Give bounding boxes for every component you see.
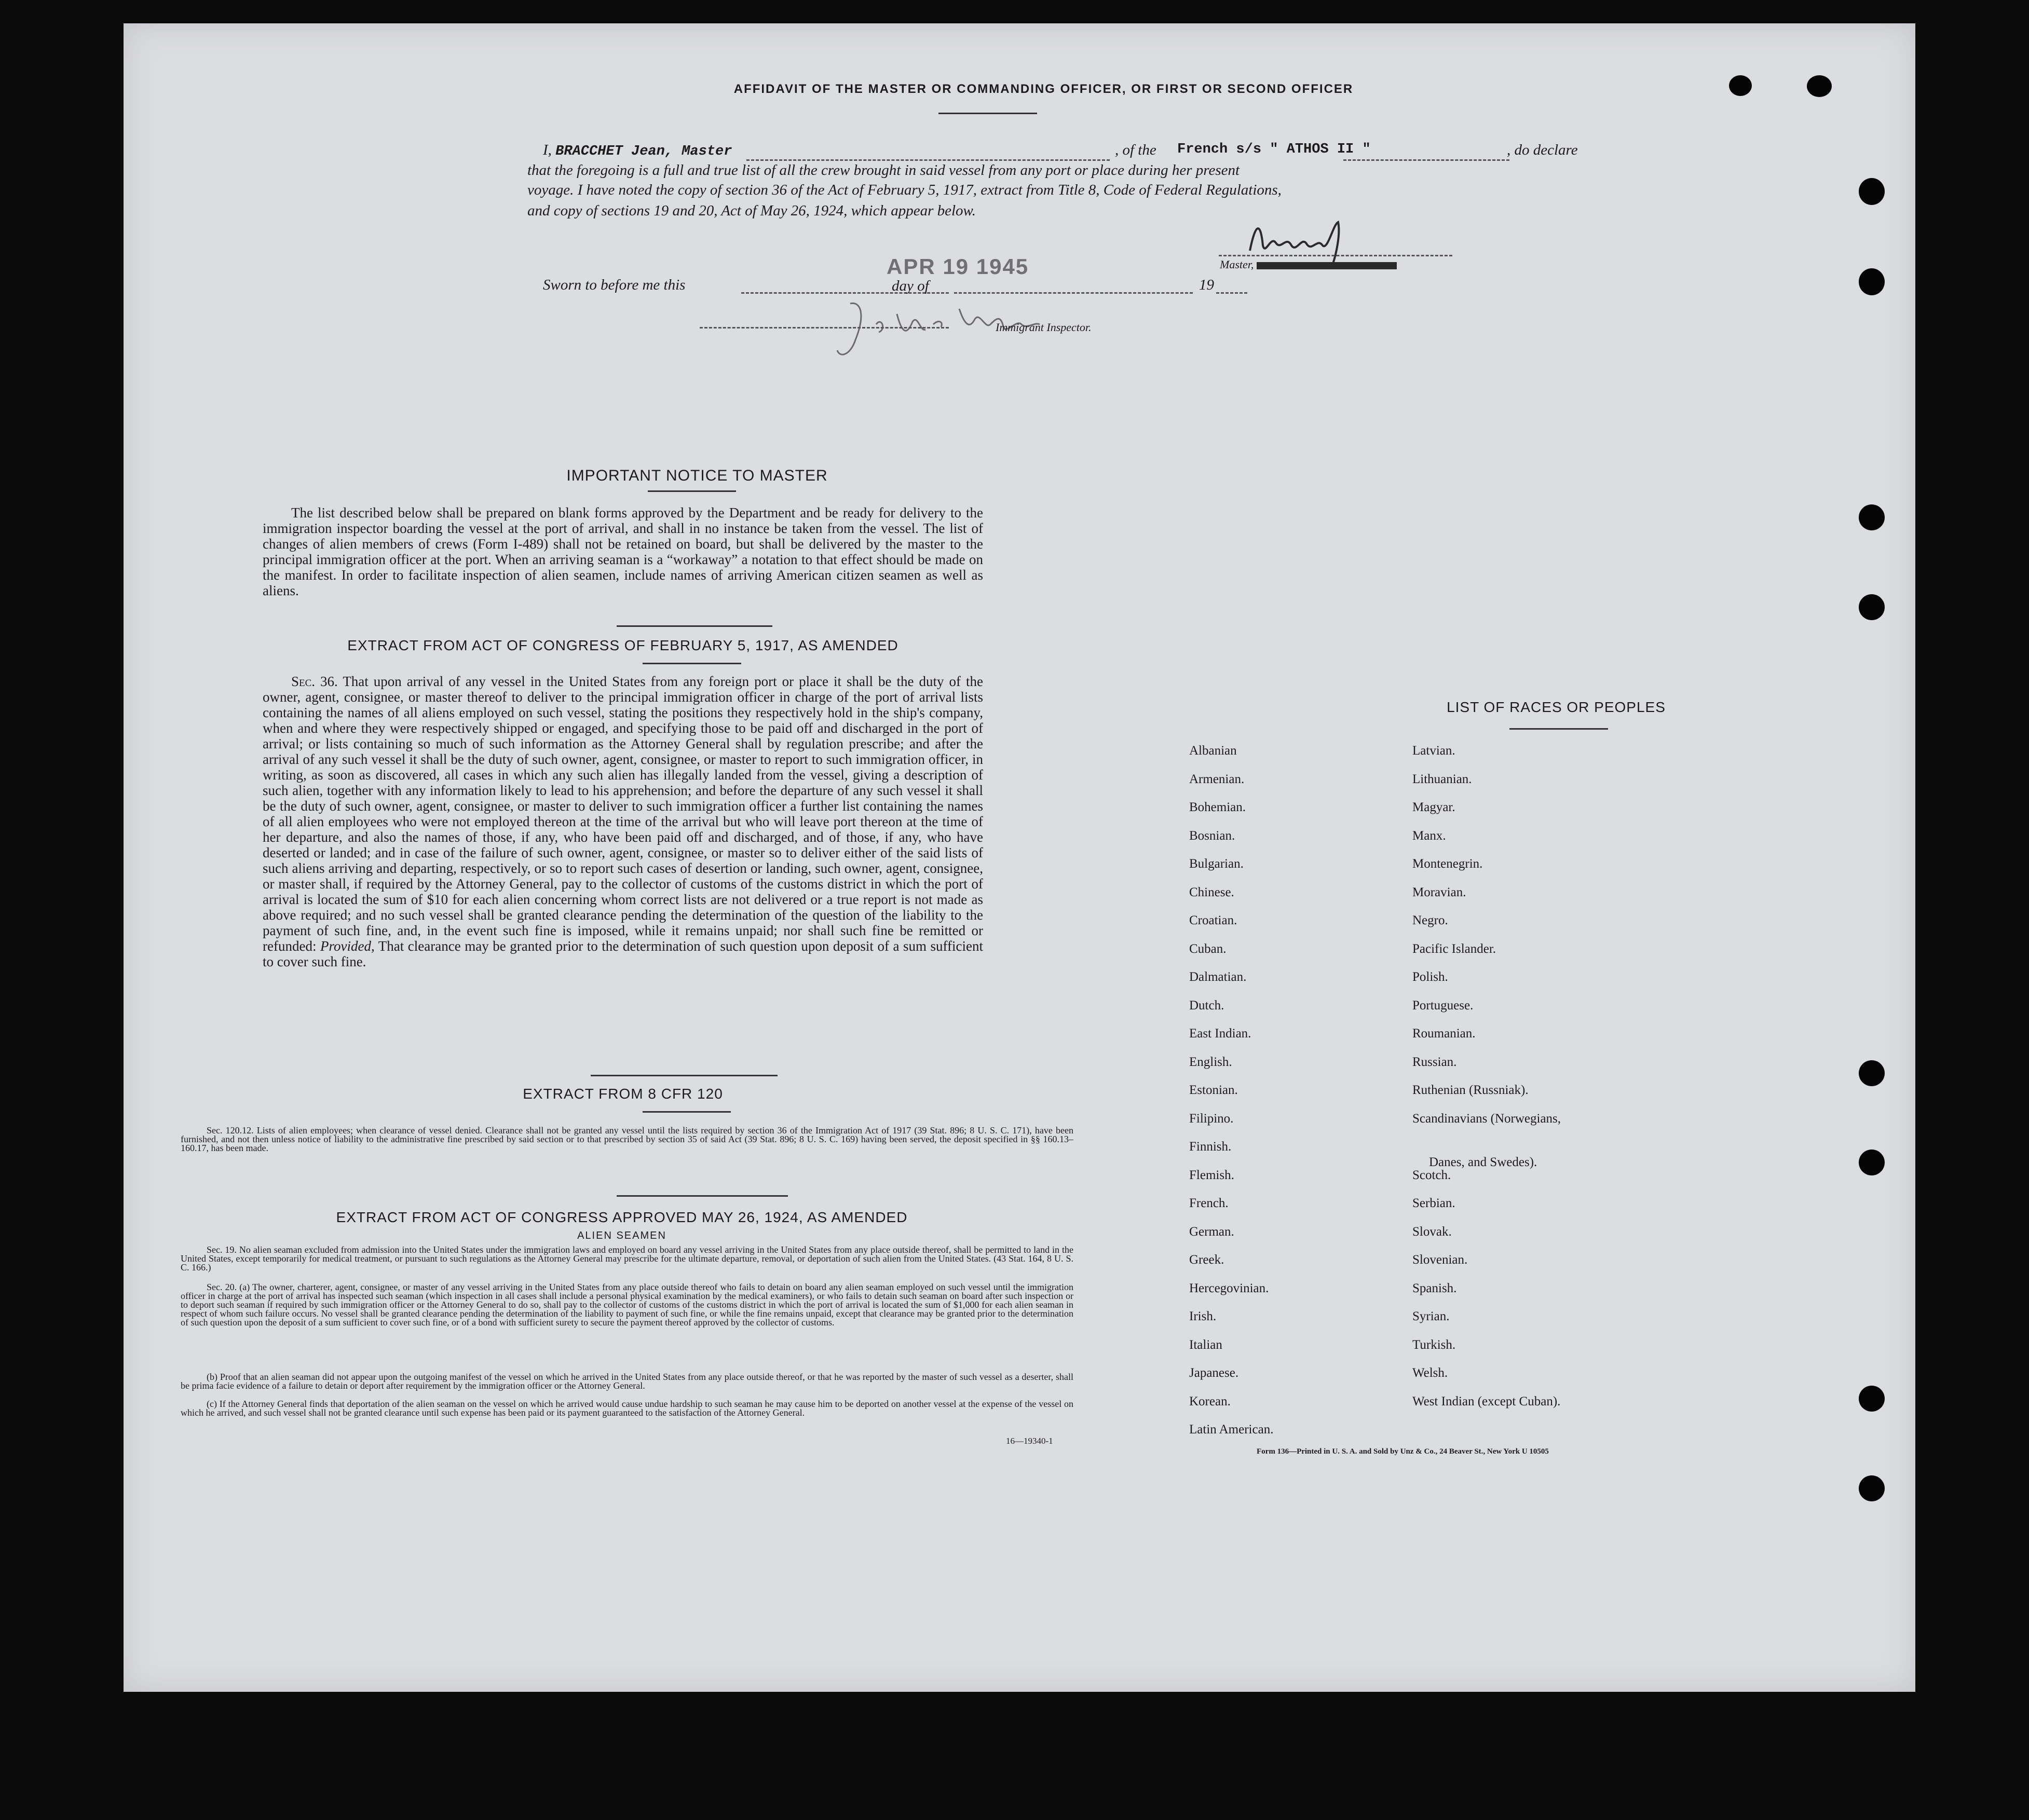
- notice-title: IMPORTANT NOTICE TO MASTER: [566, 467, 828, 484]
- master-name: BRACCHET Jean, Master: [555, 144, 732, 159]
- document-page: [124, 23, 1915, 1692]
- sec-19-text: Sec. 19. No alien seaman excluded from admission into the United States under the immigration laws and employed on board any vessel arriving in the United States from any place outside thereof, shall be permitted to land in the United States, except temporarily for medical treatment, or pursuant to such regulations as the Attorney General may prescribe for the ultimate departure, removal, or deportation of such alien from the United States. (43 Stat. 164, 8 U. S. C. 166.): [181, 1244, 1073, 1272]
- race-item: Bohemian.: [1189, 800, 1246, 814]
- race-item: Slovenian.: [1412, 1253, 1468, 1267]
- date-stamp: APR 19 1945: [887, 254, 1029, 279]
- do-declare-text: , do declare: [1507, 142, 1578, 158]
- sec-36-label: Sec. 36.: [291, 674, 338, 689]
- race-item: English.: [1189, 1055, 1232, 1069]
- race-item: Hercegovinian.: [1189, 1281, 1269, 1295]
- sec-36-text: That upon arrival of any vessel in the United States from any foreign port or place it shall be the duty of the owner, agent, consignee, or master thereof to deliver to the principal immigration officer in charge of the port of arrival lists containing the names of all aliens employed on such vessel, stating the positions they respectively hold in the ship's company, when and where they were respectively shipped or engaged, and specifying those to be paid off and discharged in the port of arrival; or lists containing so much of such information as the Attorney General shall by regulation prescribe; and after the arrival of any such vessel it shall be the duty of such owner, agent, consignee, or master to report to such immigration officer, in writing, as soon as discovered, all cases in which any such alien has illegally landed from the vessel, giving a description of such alien, together with any information likely to lead to his apprehension; and before the departure of any such vessel it shall be the duty of such owner, agent, consignee, or master to deliver to such immigration officer a further list containing the names of all alien employees who were not employed thereon at the time of the arrival but who will leave port thereon at the time of her departure, and also the names of those, if any, who have been paid off and discharged, and of those, if any, who have deserted or landed; and in case of the failure of such owner, agent, consignee, or master so to deliver either of the said lists of such aliens arriving and departing, respectively, or so to report such cases of desertion or landing, such owner, agent, consignee, or master shall, if required by the Attorney General, pay to the collector of customs of the customs district in which the port of arrival is located the sum of $10 for each alien concerning whom correct lists are not delivered or a true report is not made as above required; and no such vessel shall be granted clearance pending the determination of the question of the liability to the payment of such fine, and, in the event such fine is imposed, while it remains unpaid; nor shall such fine be remitted or refunded:: [263, 674, 983, 954]
- race-item: Flemish.: [1189, 1168, 1234, 1182]
- race-item: Irish.: [1189, 1309, 1217, 1323]
- race-item: Pacific Islander.: [1412, 941, 1496, 956]
- races-title: LIST OF RACES OR PEOPLES: [1447, 699, 1666, 715]
- race-item: Finnish.: [1189, 1140, 1232, 1154]
- race-item: Turkish.: [1412, 1337, 1456, 1352]
- race-item: Armenian.: [1189, 772, 1245, 786]
- notice-body: The list described below shall be prepared on blank forms approved by the Department and be ready for delivery to the immigration inspector boarding the vessel at the port of arrival, and shall in no instance be taken from the vessel. The list of changes of alien members of crews (Form I-489) shall not be retained on board, but shall be delivered by the master to the principal immigration officer at the port. When an arriving seaman is a “workaway” a notation to that effect should be made on the manifest. In order to facilitate inspection of alien seamen, include names of arriving American citizen seamen as well as aliens.: [263, 505, 983, 598]
- race-item: Croatian.: [1189, 913, 1237, 927]
- vessel-name: French s/s " ATHOS II ": [1177, 142, 1371, 157]
- race-item: Ruthenian (Russniak).: [1412, 1083, 1529, 1097]
- divider: [591, 1075, 778, 1076]
- vessel-underline: [1343, 159, 1509, 161]
- race-item: Danes, and Swedes).: [1429, 1155, 1537, 1169]
- cfr-body: Sec. 120.12. Lists of alien employees; when clearance of vessel denied. Clearance shall not be granted any vessel until the lists required by section 36 of the Immigration Act of 1917 (39 Stat. 896; 8 U. S. C. 171), have been furnished, and not then unless notice of liability to the administrative fine prescribed by said section or to that prescribed by section 35 of said Act (39 Stat. 896; 8 U. S. C. 169) having been served, the deposit specified in §§ 160.13–160.17, has been made.: [181, 1125, 1073, 1153]
- race-item: Spanish.: [1412, 1281, 1457, 1295]
- punch-hole: [1859, 1060, 1885, 1086]
- race-item: Filipino.: [1189, 1111, 1234, 1126]
- punch-hole: [1859, 1386, 1885, 1412]
- sec-20b-text: (b) Proof that an alien seaman did not appear upon the outgoing manifest of the vessel on which he arrived in the United States from any place outside thereof, or that he was reported by the master of such vessel as a deserter, shall be prima facie evidence of a failure to detain or deport after requirement by the immigration officer or the Attorney General.: [181, 1372, 1073, 1391]
- race-item: Russian.: [1412, 1055, 1457, 1069]
- race-item: German.: [1189, 1224, 1234, 1239]
- punch-hole: [1807, 75, 1832, 97]
- race-item: French.: [1189, 1196, 1229, 1210]
- struck-out-text: [1257, 262, 1397, 269]
- punch-hole: [1859, 178, 1885, 205]
- race-item: Manx.: [1412, 828, 1446, 843]
- extract-1924-subtitle: ALIEN SEAMEN: [577, 1230, 666, 1241]
- race-item: Syrian.: [1412, 1309, 1450, 1323]
- race-item: Korean.: [1189, 1394, 1231, 1408]
- divider: [1509, 728, 1608, 730]
- sec-20c-text: (c) If the Attorney General finds that deportation of the alien seaman on the vessel on which he arrived would cause undue hardship to such seaman he may cause him to be deported on another vessel at the expense of the vessel on which he arrived, and such vessel shall not be granted clearance until such expense has been paid or its payment guaranteed to the satisfaction of the Attorney General.: [181, 1399, 1073, 1418]
- race-item: Greek.: [1189, 1253, 1224, 1267]
- race-item: Magyar.: [1412, 800, 1455, 814]
- race-item: Bulgarian.: [1189, 857, 1244, 871]
- form-code: 16—19340-1: [1006, 1436, 1053, 1446]
- extract-1917-body: [263, 674, 983, 969]
- race-item: Dalmatian.: [1189, 970, 1247, 984]
- race-item: West Indian (except Cuban).: [1412, 1394, 1561, 1408]
- race-item: Latin American.: [1189, 1422, 1274, 1436]
- divider: [617, 1195, 788, 1197]
- divider: [643, 1111, 731, 1113]
- race-item: Scandinavians (Norwegians,: [1412, 1111, 1561, 1126]
- day-of-text: day of: [892, 278, 929, 294]
- affidavit-line2: that the foregoing is a full and true list of all the crew brought in said vessel from any port or place during her present: [527, 162, 1240, 179]
- inspector-caption: Immigrant Inspector.: [996, 321, 1092, 334]
- race-item: Serbian.: [1412, 1196, 1455, 1210]
- divider: [643, 663, 741, 664]
- sworn-prefix: Sworn to before me this: [543, 277, 686, 293]
- race-item: Chinese.: [1189, 885, 1234, 899]
- race-item: Portuguese.: [1412, 998, 1474, 1012]
- master-signature-line: [1219, 255, 1452, 256]
- race-item: Moravian.: [1412, 885, 1466, 899]
- race-item: Japanese.: [1189, 1366, 1239, 1380]
- race-item: Roumanian.: [1412, 1027, 1476, 1041]
- race-item: Scotch.: [1412, 1168, 1451, 1182]
- cfr-title: EXTRACT FROM 8 CFR 120: [523, 1086, 723, 1102]
- punch-hole: [1859, 268, 1885, 295]
- race-item: Montenegrin.: [1412, 857, 1483, 871]
- sworn-year-line: [1216, 292, 1247, 294]
- year-prefix: 19: [1199, 277, 1214, 293]
- sec-36-end: That clearance may be granted prior to the determination of such question upon deposit of a sum sufficient to cover such fine.: [263, 938, 984, 969]
- race-item: Bosnian.: [1189, 828, 1235, 843]
- of-the-text: , of the: [1115, 142, 1156, 158]
- race-item: Negro.: [1412, 913, 1448, 927]
- race-item: Cuban.: [1189, 941, 1227, 956]
- i-prefix: I,: [543, 142, 552, 158]
- race-item: Albanian: [1189, 744, 1237, 758]
- punch-hole: [1729, 75, 1752, 96]
- divider: [617, 625, 772, 627]
- divider: [938, 113, 1037, 114]
- provided-text: Provided,: [320, 938, 375, 954]
- race-item: Latvian.: [1412, 744, 1455, 758]
- form-printer-line: Form 136—Printed in U. S. A. and Sold by Unz & Co., 24 Beaver St., New York U 10505: [1257, 1447, 1549, 1456]
- extract-1917-title: EXTRACT FROM ACT OF CONGRESS OF FEBRUARY 5, 1917, AS AMENDED: [347, 637, 898, 653]
- punch-hole: [1859, 1475, 1885, 1501]
- race-item: Welsh.: [1412, 1366, 1448, 1380]
- punch-hole: [1859, 504, 1885, 530]
- master-caption-text: Master,: [1220, 258, 1254, 271]
- master-caption: [1220, 258, 1397, 271]
- affidavit-line4: and copy of sections 19 and 20, Act of May 26, 1924, which appear below.: [527, 202, 976, 219]
- race-item: Dutch.: [1189, 998, 1224, 1012]
- name-underline: [746, 159, 1110, 161]
- affidavit-line3: voyage. I have noted the copy of section 36 of the Act of February 5, 1917, extract from Title 8, Code of Federal Regulations,: [527, 182, 1282, 198]
- race-item: Polish.: [1412, 970, 1448, 984]
- punch-hole: [1859, 1150, 1885, 1175]
- divider: [648, 490, 736, 492]
- extract-1924-title: EXTRACT FROM ACT OF CONGRESS APPROVED MAY 26, 1924, AS AMENDED: [336, 1209, 908, 1225]
- race-item: Italian: [1189, 1337, 1222, 1352]
- sec-20a-text: Sec. 20. (a) The owner, charterer, agent, consignee, or master of any vessel arriving in the United States from any place outside thereof who fails to detain on board any alien seaman employed on such vessel until the immigration officer in charge at the port of arrival has inspected such seaman (which inspection in all cases shall include a personal physical examination by the medical examiners), or who fails to detain such seaman on board after such inspection or to deport such seaman if required by such immigration officer or the Attorney General to do so, shall pay to the collector of customs of the customs district in which the port of arrival is located the sum of $1,000 for each alien seaman in respect of whom such failure occurs. No vessel shall be granted clearance pending the determination of the liability to payment of such fine, or while the fine remains unpaid, except that clearance may be granted prior to the determination of such question upon the deposit of a sum sufficient to cover such fine, or of a bond with sufficient surety to secure the payment thereof approved by the collector of customs.: [181, 1282, 1073, 1328]
- race-item: Slovak.: [1412, 1224, 1452, 1239]
- punch-hole: [1859, 594, 1885, 620]
- inspector-signature-line: [700, 327, 949, 329]
- race-item: Lithuanian.: [1412, 772, 1472, 786]
- affidavit-title: AFFIDAVIT OF THE MASTER OR COMMANDING OFFICER, OR FIRST OR SECOND OFFICER: [733, 82, 1354, 96]
- race-item: East Indian.: [1189, 1027, 1251, 1041]
- race-item: Estonian.: [1189, 1083, 1238, 1097]
